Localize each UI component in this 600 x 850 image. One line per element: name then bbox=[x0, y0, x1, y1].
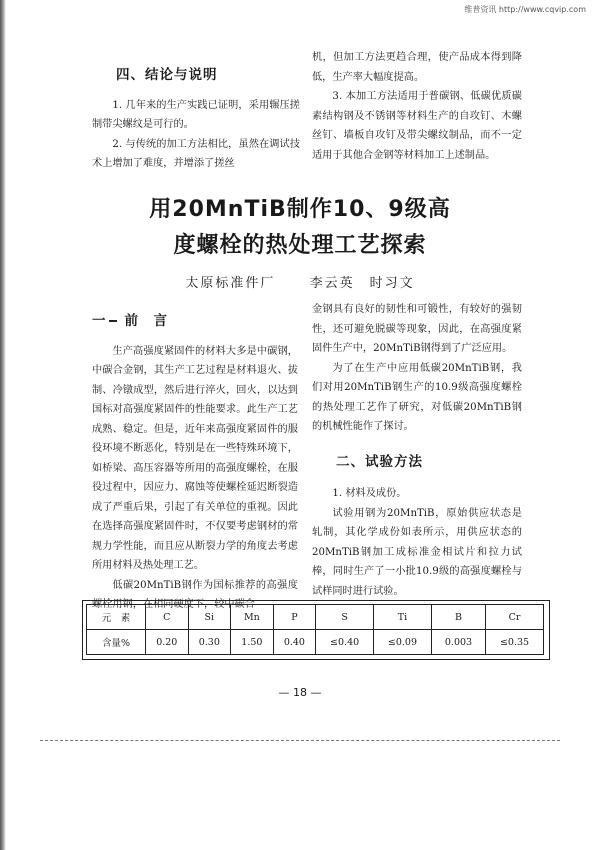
body-paragraph: 金钢具有良好的韧性和可锻性，有较好的强韧性，还可避免脱碳等现象，因此，在高强度紧固件生产中，20MnTiB钢得到了广泛应用。 bbox=[312, 304, 522, 354]
byline bbox=[0, 272, 600, 291]
divider bbox=[40, 740, 560, 741]
table-cell: ≤0.40 bbox=[316, 630, 374, 655]
table-cell: Si bbox=[188, 605, 231, 630]
scan-edge bbox=[0, 0, 6, 850]
prev-right-column bbox=[312, 48, 522, 165]
affiliation: 太原标准件厂 bbox=[185, 276, 276, 291]
prev-paragraph: 3. 本加工方法适用于普碳钢、低碳优质碳素结构钢及不锈钢等材料生产的自攻钉、木螺丝钉、墙板自攻钉及带尖螺纹制品，而不一定适用于其他合金钢等材料加工上述制品。 bbox=[312, 91, 522, 161]
table-cell: B bbox=[431, 605, 485, 630]
article-right-column bbox=[312, 300, 522, 601]
dash bbox=[109, 320, 117, 322]
table-cell: 0.40 bbox=[273, 630, 316, 655]
page-number: — 18 — bbox=[278, 686, 322, 699]
section-number: 二 bbox=[336, 453, 351, 470]
body-paragraph: 生产高强度紧固件的材料大多是中碳钢，中碳合金钢，其生产工艺过程是材料退火、拔制、冷镦成型，然后进行淬火，回火，以达到国标对高强度紧固件的性能要求。此生产工艺成熟、稳定。但是，近年来高强度紧固件的服役环境不断恶化，特别是在一些特殊环境下，如桥梁、高压容器等所用的高强度螺栓，在服役过程中，因应力、腐蚀等使螺栓延迟断裂造成了严重后果，引起了有关单位的重视。因此在选择高强度紧固件时，不仅要考虑钢材的常规力学性能，而且应从断裂力学的角度去考虑所用材料及热处理工艺。 bbox=[92, 345, 298, 571]
table-cell: Mn bbox=[231, 605, 274, 630]
section-number: 一 bbox=[92, 313, 107, 329]
body-paragraph: 为了在生产中应用低碳20MnTiB钢，我们对用20MnTiB钢生产的10.9级高强度螺栓的热处理工艺作了研究，对低碳20MnTiB钢的机械性能作了探讨。 bbox=[312, 362, 522, 432]
watermark: 维普资讯 http://www.cqvip.com bbox=[464, 5, 586, 14]
prev-left-column bbox=[92, 66, 300, 174]
table-cell: Cr bbox=[486, 605, 544, 630]
table-row-label: 元 素 bbox=[87, 605, 146, 630]
table-cell: P bbox=[273, 605, 316, 630]
table-cell: ≤0.09 bbox=[374, 630, 432, 655]
table-cell: 1.50 bbox=[231, 630, 274, 655]
article-title-line-1: 用20MnTiB制作10、9级高 bbox=[149, 197, 451, 222]
table-row-label: 含量% bbox=[87, 630, 146, 655]
table-cell: S bbox=[316, 605, 374, 630]
authors: 李云英 时习文 bbox=[309, 276, 415, 291]
table-cell: 0.20 bbox=[146, 630, 189, 655]
prev-paragraph: 1. 几年来的生产实践已证明，采用辗压搓制带尖螺纹是可行的。 bbox=[92, 99, 300, 130]
table-cell: ≤0.35 bbox=[486, 630, 544, 655]
table-cell: 0.003 bbox=[431, 630, 485, 655]
prev-paragraph: 机，但加工方法更趋合理，使产品成本得到降低，生产率大幅度提高。 bbox=[312, 52, 522, 83]
table-row-contents bbox=[87, 630, 544, 655]
article-left-column bbox=[92, 312, 298, 615]
prev-paragraph: 2. 与传统的加工方法相比，虽然在调试技术上增加了难度，并增添了搓丝 bbox=[92, 138, 300, 169]
prev-heading: 四、结论与说明 bbox=[116, 67, 218, 83]
body-paragraph: 低碳20MnTiB钢作为国标推荐的高强度螺栓用钢，在相同硬度下，较中碳合 bbox=[92, 579, 298, 610]
subsection-heading: 1. 材料及成份。 bbox=[332, 488, 407, 499]
composition-table bbox=[86, 604, 544, 655]
article-title-line-2: 度螺栓的热处理工艺探索 bbox=[173, 233, 427, 258]
table-cell: Ti bbox=[374, 605, 432, 630]
section-heading-method: 二、试验方法 bbox=[336, 453, 423, 470]
table-cell: 0.30 bbox=[188, 630, 231, 655]
body-paragraph: 试验用钢为20MnTiB，原始供应状态是轧制，其化学成份如表所示，用供应状态的20MnTiB钢加工成标准金相试片和拉力试棒，同时生产了一小批10.9级的高强度螺栓与试样同时进行试验。 bbox=[312, 507, 522, 597]
table-cell: C bbox=[146, 605, 189, 630]
section-heading-intro: 一 前 言 bbox=[92, 313, 168, 329]
table-row-elements bbox=[87, 605, 544, 630]
